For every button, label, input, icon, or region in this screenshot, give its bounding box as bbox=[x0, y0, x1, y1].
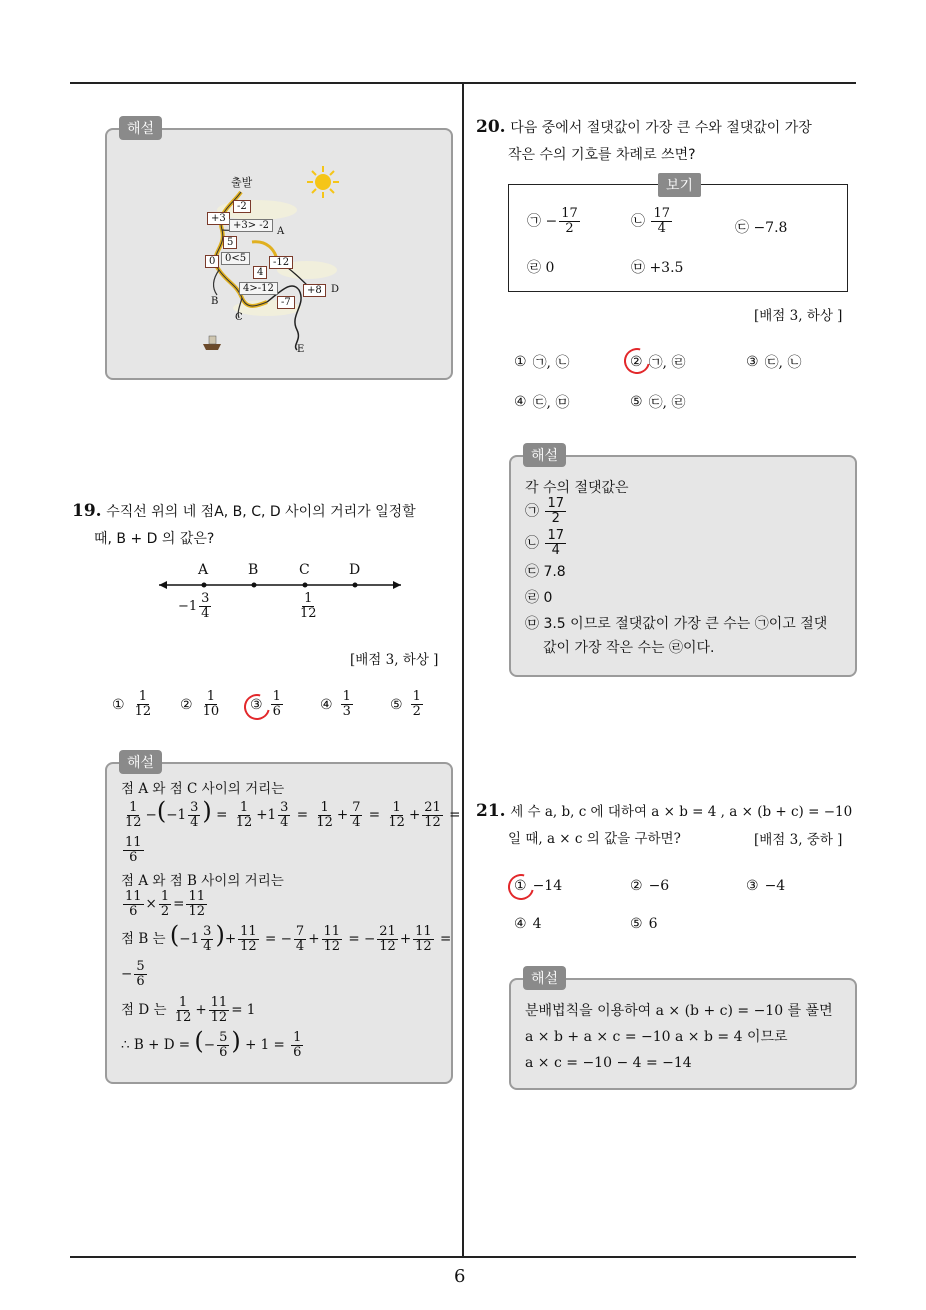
q20-number: 20. bbox=[476, 117, 506, 137]
q21-text-line2: 일 때, a × c 의 값을 구하면? bbox=[508, 831, 681, 847]
q21-sol-line1: 분배법칙을 이용하여 a × (b + c) = −10 를 풀면 bbox=[525, 1003, 833, 1019]
q20-bogi-box bbox=[508, 184, 848, 292]
q20-bogi-item-5: ㉤ +3.5 bbox=[631, 260, 684, 276]
map-label-5: 5 bbox=[223, 236, 237, 249]
column-divider bbox=[462, 83, 464, 1257]
q19-sol-line8: 점 D 는 $\frac{1}{12}$ + $\frac{11}{12}$ = 1 bbox=[121, 995, 256, 1025]
q19-number: 19. bbox=[72, 501, 102, 521]
point-a bbox=[202, 583, 207, 588]
q20-bogi-item-4: ㉣ 0 bbox=[527, 260, 555, 276]
q19-label-C: C bbox=[299, 562, 310, 578]
q20-bogi-item-3: ㉢ −7.8 bbox=[735, 220, 788, 236]
q19-label-A: A bbox=[198, 562, 209, 578]
map-start-label: 출발 bbox=[231, 176, 253, 189]
q20-option-3[interactable]: ③ ㉢, ㉡ bbox=[746, 354, 802, 371]
q20-solution-tag: 해설 bbox=[523, 443, 566, 467]
q19-sol-line9: ∴ B + D = (− $\frac{5}{6}$ ) + 1 = $\frac{1}{6}$ bbox=[121, 1027, 302, 1060]
q19-option-2[interactable]: ② $\frac{1}{10}$ bbox=[180, 689, 220, 719]
q20-text-line1: 다음 중에서 절댓값이 가장 큰 수와 절댓값이 가장 bbox=[510, 120, 812, 136]
q19-sol-line4: 점 A 와 점 B 사이의 거리는 bbox=[121, 873, 284, 889]
map-label-cmp1: +3> -2 bbox=[229, 219, 273, 232]
map-label-pos3: +3 bbox=[207, 212, 230, 225]
q20-question bbox=[476, 114, 860, 169]
map-label-C: C bbox=[235, 312, 243, 323]
q19-score: [배점 3, 하상 ] bbox=[350, 652, 439, 668]
q21-solution-box bbox=[509, 978, 857, 1090]
map-label-cmp2: 0<5 bbox=[221, 252, 250, 265]
q21-text-line1: 세 수 a, b, c 에 대하여 a × b = 4 , a × (b + c) = −10 bbox=[510, 804, 853, 820]
boat-icon bbox=[203, 336, 221, 350]
q21-sol-line3: a × c = −10 − 4 = −14 bbox=[525, 1055, 692, 1071]
q20-bogi-tag: 보기 bbox=[658, 173, 701, 197]
treasure-map-figure bbox=[107, 130, 451, 378]
map-solution-tag: 해설 bbox=[119, 116, 162, 140]
q20-sol-item-5: ㉤ 3.5 이므로 절댓값이 가장 큰 수는 ㉠이고 절댓 bbox=[525, 616, 828, 632]
map-label-neg7: -7 bbox=[277, 296, 295, 309]
q20-sol-item-3: ㉢ 7.8 bbox=[525, 564, 566, 580]
q19-sol-line3: $\frac{11}{6}$ bbox=[125, 835, 142, 865]
map-label-E: E bbox=[297, 344, 305, 355]
sun-icon bbox=[307, 166, 339, 198]
q19-option-5[interactable]: ⑤ $\frac{1}{2}$ bbox=[390, 689, 421, 719]
q21-option-4[interactable]: ④ 4 bbox=[514, 916, 542, 932]
map-label-D: D bbox=[331, 284, 340, 295]
q19-sol-line2: $\frac{1}{12}$ −(−1 $\frac{3}{4}$ ) = $\frac{1}{12}$ +1 $\frac{3}{4}$ = $\frac{1}{12}$ + $\frac{7}{4}$ = $\frac{1}{12}$ + $\frac{21}{12}$ = bbox=[125, 797, 461, 830]
q21-option-2[interactable]: ② −6 bbox=[630, 878, 670, 894]
q19-option-3[interactable]: ③ $\frac{1}{6}$ bbox=[250, 689, 281, 719]
map-label-B: B bbox=[211, 296, 219, 307]
q20-answer-circle bbox=[619, 343, 655, 379]
q19-sol-line5: $\frac{11}{6}$ × $\frac{1}{2}$ = $\frac{11}{12}$ bbox=[125, 889, 205, 919]
q19-option-1[interactable]: ① $\frac{1}{12}$ bbox=[112, 689, 152, 719]
q20-solution-box bbox=[509, 455, 857, 677]
q20-bogi-item-1: ㉠ − $\frac{17}{2}$ bbox=[527, 206, 578, 236]
q20-score: [배점 3, 하상 ] bbox=[754, 308, 843, 324]
q19-sol-line1: 점 A 와 점 C 사이의 거리는 bbox=[121, 781, 285, 797]
q20-option-2[interactable]: ② ㉠, ㉣ bbox=[630, 354, 686, 371]
q19-tick-c: $\frac{1}{12}$ bbox=[300, 591, 317, 621]
q21-option-1[interactable]: ① −14 bbox=[514, 878, 563, 894]
map-label-0: 0 bbox=[205, 255, 219, 268]
q19-label-D: D bbox=[349, 562, 361, 578]
q21-option-3[interactable]: ③ −4 bbox=[746, 878, 786, 894]
q20-option-5[interactable]: ⑤ ㉢, ㉣ bbox=[630, 394, 686, 411]
q21-option-5[interactable]: ⑤ 6 bbox=[630, 916, 658, 932]
point-b bbox=[252, 583, 257, 588]
map-label-neg2: -2 bbox=[233, 200, 251, 213]
q19-solution-box bbox=[105, 762, 461, 1084]
q20-sol-item-5b: 값이 가장 작은 수는 ㉣이다. bbox=[543, 640, 715, 656]
map-label-A: A bbox=[277, 226, 285, 237]
map-label-neg12: -12 bbox=[269, 256, 293, 269]
q19-question bbox=[72, 498, 458, 553]
q19-tick-a: −1 $\frac{3}{4}$ bbox=[178, 591, 210, 621]
q21-solution-tag: 해설 bbox=[523, 966, 566, 990]
q21-answer-circle bbox=[503, 869, 539, 905]
q20-bogi-item-2: ㉡ $\frac{17}{4}$ bbox=[631, 206, 670, 236]
map-solution-box bbox=[105, 128, 453, 380]
map-label-4: 4 bbox=[253, 266, 267, 279]
q20-sol-item-1: ㉠ $\frac{17}{2}$ bbox=[525, 496, 564, 526]
map-label-cmp3: 4>-12 bbox=[239, 282, 278, 295]
q20-text-line2: 작은 수의 기호를 차례로 쓰면? bbox=[508, 147, 696, 163]
q19-text-line1: 수직선 위의 네 점A, B, C, D 사이의 거리가 일정할 bbox=[106, 504, 416, 520]
map-label-pos8: +8 bbox=[303, 284, 326, 297]
q21-score: [배점 3, 중하 ] bbox=[754, 832, 843, 848]
q21-sol-line2: a × b + a × c = −10 a × b = 4 이므로 bbox=[525, 1029, 788, 1045]
q19-label-B: B bbox=[248, 562, 259, 578]
point-c bbox=[303, 583, 308, 588]
q19-option-4[interactable]: ④ $\frac{1}{3}$ bbox=[320, 689, 351, 719]
q20-option-1[interactable]: ① ㉠, ㉡ bbox=[514, 354, 570, 371]
q20-option-4[interactable]: ④ ㉢, ㉤ bbox=[514, 394, 570, 411]
q19-solution-tag: 해설 bbox=[119, 750, 162, 774]
q19-text-line2: 때, B + D 의 값은? bbox=[94, 531, 215, 547]
bottom-rule bbox=[70, 1256, 856, 1258]
page-number: 6 bbox=[454, 1266, 466, 1287]
q20-sol-item-2: ㉡ $\frac{17}{4}$ bbox=[525, 528, 564, 558]
q20-sol-intro: 각 수의 절댓값은 bbox=[525, 480, 629, 496]
q21-number: 21. bbox=[476, 801, 506, 821]
q19-sol-line7: − $\frac{5}{6}$ bbox=[121, 959, 145, 989]
point-d bbox=[353, 583, 358, 588]
q20-sol-item-4: ㉣ 0 bbox=[525, 590, 553, 606]
q19-sol-line6: 점 B 는 (−1 $\frac{3}{4}$ )+ $\frac{11}{12}$ = − $\frac{7}{4}$ + $\frac{11}{12}$ = − $\frac{21}{12}$ + $\frac{11}{12}$ = bbox=[121, 921, 452, 954]
